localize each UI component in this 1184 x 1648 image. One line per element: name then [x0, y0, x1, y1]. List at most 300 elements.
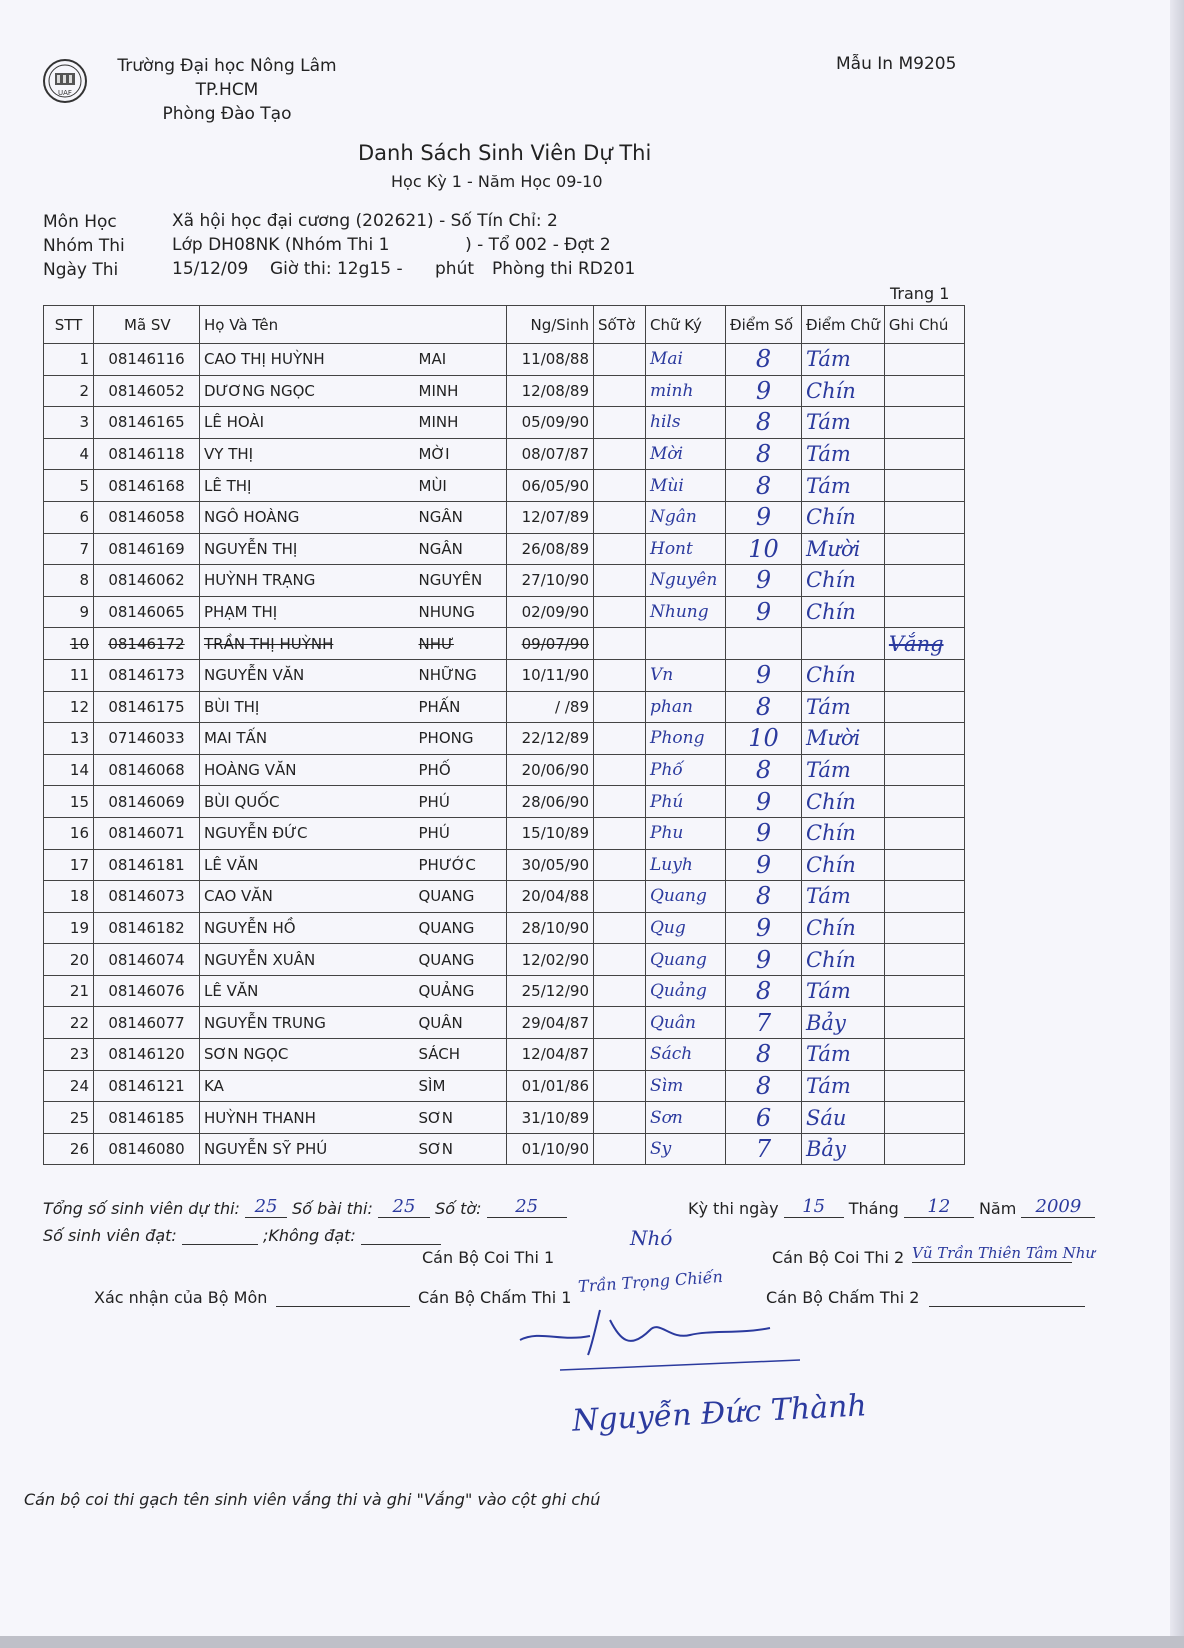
row-student-id: 08146172	[94, 628, 200, 660]
row-surname: NGÔ HOÀNG	[200, 501, 415, 533]
row-signature: Sìm	[646, 1070, 726, 1102]
row-given-name: SƠN	[415, 1102, 507, 1134]
row-given-name: NGÂN	[415, 501, 507, 533]
university-header	[112, 54, 342, 126]
row-score: 9	[726, 944, 802, 976]
row-dob: 01/01/86	[507, 1070, 594, 1102]
row-surname: CAO VĂN	[200, 881, 415, 913]
proctor1-signature: Nhó	[630, 1226, 673, 1250]
row-score: 8	[726, 754, 802, 786]
row-signature: Phong	[646, 723, 726, 755]
row-sheets	[594, 881, 646, 913]
row-score-words: Tám	[802, 691, 885, 723]
row-given-name: PHỐ	[415, 754, 507, 786]
row-given-name: MAI	[415, 344, 507, 376]
row-score: 7	[726, 1007, 802, 1039]
row-note	[884, 659, 964, 691]
row-surname: HUỲNH THANH	[200, 1102, 415, 1134]
table-row	[44, 375, 965, 407]
row-note	[884, 1039, 964, 1071]
row-score-words: Tám	[802, 1039, 885, 1071]
row-dob: 26/08/89	[507, 533, 594, 565]
row-given-name: NGUYÊN	[415, 565, 507, 597]
row-score: 8	[726, 1070, 802, 1102]
papers-value: 25	[378, 1196, 430, 1218]
row-score-words: Tám	[802, 754, 885, 786]
row-dob: 06/05/90	[507, 470, 594, 502]
row-score: 10	[726, 533, 802, 565]
row-score-words: Tám	[802, 1070, 885, 1102]
row-surname: NGUYỄN TRUNG	[200, 1007, 415, 1039]
row-score: 9	[726, 596, 802, 628]
row-surname: TRẦN THỊ HUỲNH	[200, 628, 415, 660]
row-note	[884, 817, 964, 849]
row-surname: HOÀNG VĂN	[200, 754, 415, 786]
row-signature: minh	[646, 375, 726, 407]
row-dob: 28/06/90	[507, 786, 594, 818]
row-score-words: Chín	[802, 501, 885, 533]
row-stt: 6	[44, 501, 94, 533]
row-score-words: Tám	[802, 975, 885, 1007]
table-row	[44, 565, 965, 597]
row-sheets	[594, 754, 646, 786]
row-stt: 20	[44, 944, 94, 976]
row-given-name: MÙI	[415, 470, 507, 502]
row-dob: 20/04/88	[507, 881, 594, 913]
row-given-name: PHẤN	[415, 691, 507, 723]
row-sheets	[594, 944, 646, 976]
row-note: Vắng	[884, 628, 964, 660]
row-stt: 7	[44, 533, 94, 565]
row-given-name: MINH	[415, 375, 507, 407]
row-score: 8	[726, 881, 802, 913]
row-surname: MAI TẤN	[200, 723, 415, 755]
row-score: 9	[726, 565, 802, 597]
table-row	[44, 1102, 965, 1134]
row-score-words: Bảy	[802, 1007, 885, 1039]
row-stt: 10	[44, 628, 94, 660]
table-row	[44, 1039, 965, 1071]
row-signature: Phố	[646, 754, 726, 786]
row-signature: Mùi	[646, 470, 726, 502]
handwritten-signature-strokes	[500, 1300, 920, 1470]
row-stt: 17	[44, 849, 94, 881]
row-score: 8	[726, 691, 802, 723]
row-score: 9	[726, 375, 802, 407]
sheets-value: 25	[487, 1196, 567, 1218]
row-sheets	[594, 596, 646, 628]
row-signature: Nhung	[646, 596, 726, 628]
row-given-name: QUANG	[415, 881, 507, 913]
col-header-dob: Ng/Sinh	[507, 306, 594, 344]
row-score: 8	[726, 407, 802, 439]
row-note	[884, 849, 964, 881]
grader2-label: Cán Bộ Chấm Thi 2	[766, 1288, 920, 1307]
row-score: 9	[726, 659, 802, 691]
row-note	[884, 501, 964, 533]
row-surname: NGUYỄN SỸ PHÚ	[200, 1133, 415, 1165]
row-student-id: 07146033	[94, 723, 200, 755]
row-score-words: Sáu	[802, 1102, 885, 1134]
row-signature: hils	[646, 407, 726, 439]
row-given-name: SÌM	[415, 1070, 507, 1102]
row-note	[884, 1102, 964, 1134]
col-header-score-words: Điểm Chữ	[802, 306, 885, 344]
row-dob: 25/12/90	[507, 975, 594, 1007]
row-note	[884, 438, 964, 470]
pass-label: Số sinh viên đạt:	[43, 1226, 177, 1245]
row-stt: 13	[44, 723, 94, 755]
row-surname: HUỲNH TRẠNG	[200, 565, 415, 597]
row-sheets	[594, 1133, 646, 1165]
row-note	[884, 754, 964, 786]
row-student-id: 08146062	[94, 565, 200, 597]
row-score-words: Tám	[802, 438, 885, 470]
dept-confirm-blank	[276, 1306, 410, 1307]
row-dob: 31/10/89	[507, 1102, 594, 1134]
row-surname: BÙI THỊ	[200, 691, 415, 723]
student-roster-table	[43, 305, 965, 1165]
row-surname: PHẠM THỊ	[200, 596, 415, 628]
table-row	[44, 1133, 965, 1165]
col-header-notes: Ghi Chú	[884, 306, 964, 344]
pass-fail-line	[43, 1226, 441, 1245]
table-row	[44, 596, 965, 628]
row-given-name: NHƯ	[415, 628, 507, 660]
row-score-words: Chín	[802, 849, 885, 881]
row-stt: 3	[44, 407, 94, 439]
row-note	[884, 470, 964, 502]
table-row	[44, 849, 965, 881]
row-stt: 1	[44, 344, 94, 376]
row-sheets	[594, 470, 646, 502]
row-signature: Qug	[646, 912, 726, 944]
col-header-full-name: Họ Và Tên	[200, 306, 507, 344]
scan-edge	[1170, 0, 1184, 1648]
row-student-id: 08146065	[94, 596, 200, 628]
row-score	[726, 628, 802, 660]
row-note	[884, 691, 964, 723]
row-score: 9	[726, 849, 802, 881]
row-stt: 16	[44, 817, 94, 849]
row-sheets	[594, 1007, 646, 1039]
row-stt: 24	[44, 1070, 94, 1102]
room-value: Phòng thi RD201	[492, 259, 636, 279]
row-stt: 2	[44, 375, 94, 407]
pass-blank	[182, 1244, 258, 1245]
row-surname: NGUYỄN HỒ	[200, 912, 415, 944]
row-dob: / /89	[507, 691, 594, 723]
row-given-name: MỜI	[415, 438, 507, 470]
exam-date-line	[688, 1196, 1095, 1218]
row-signature: Quang	[646, 881, 726, 913]
row-given-name: QUÂN	[415, 1007, 507, 1039]
row-surname: NGUYỄN VĂN	[200, 659, 415, 691]
university-logo	[42, 58, 88, 104]
row-given-name: NHUNG	[415, 596, 507, 628]
time-value: Giờ thi: 12g15 - phút	[270, 259, 475, 279]
row-sheets	[594, 849, 646, 881]
row-given-name: PHƯỚC	[415, 849, 507, 881]
row-note	[884, 912, 964, 944]
exam-day-value: 15	[784, 1196, 844, 1218]
row-score-words	[802, 628, 885, 660]
row-score-words: Tám	[802, 881, 885, 913]
row-student-id: 08146120	[94, 1039, 200, 1071]
row-student-id: 08146074	[94, 944, 200, 976]
row-stt: 5	[44, 470, 94, 502]
row-student-id: 08146116	[94, 344, 200, 376]
papers-label: Số bài thi:	[292, 1199, 373, 1218]
exam-month-label: Tháng	[848, 1199, 899, 1218]
row-surname: LÊ VĂN	[200, 975, 415, 1007]
row-score: 6	[726, 1102, 802, 1134]
row-sheets	[594, 1102, 646, 1134]
table-row	[44, 501, 965, 533]
row-score-words: Tám	[802, 470, 885, 502]
row-score: 9	[726, 786, 802, 818]
row-dob: 08/07/87	[507, 438, 594, 470]
row-given-name: SƠN	[415, 1133, 507, 1165]
row-signature: Sách	[646, 1039, 726, 1071]
row-signature: Sơn	[646, 1102, 726, 1134]
row-note	[884, 344, 964, 376]
row-given-name: MINH	[415, 407, 507, 439]
row-student-id: 08146068	[94, 754, 200, 786]
row-score-words: Chín	[802, 944, 885, 976]
row-student-id: 08146173	[94, 659, 200, 691]
row-surname: NGUYỄN THỊ	[200, 533, 415, 565]
exam-month-value: 12	[904, 1196, 974, 1218]
total-students-label: Tổng số sinh viên dự thi:	[43, 1199, 240, 1218]
row-signature: Phú	[646, 786, 726, 818]
row-surname: LÊ THỊ	[200, 470, 415, 502]
row-score: 8	[726, 438, 802, 470]
table-row	[44, 754, 965, 786]
row-student-id: 08146182	[94, 912, 200, 944]
row-note	[884, 407, 964, 439]
row-student-id: 08146069	[94, 786, 200, 818]
row-note	[884, 533, 964, 565]
row-sheets	[594, 565, 646, 597]
table-row	[44, 659, 965, 691]
row-score-words: Chín	[802, 786, 885, 818]
row-score: 9	[726, 817, 802, 849]
row-sheets	[594, 723, 646, 755]
date-label: Ngày Thi	[43, 260, 119, 280]
row-stt: 22	[44, 1007, 94, 1039]
row-surname: NGUYỄN XUÂN	[200, 944, 415, 976]
row-given-name: NGÂN	[415, 533, 507, 565]
row-student-id: 08146169	[94, 533, 200, 565]
row-note	[884, 1133, 964, 1165]
row-stt: 14	[44, 754, 94, 786]
row-given-name: SÁCH	[415, 1039, 507, 1071]
proctor2-label: Cán Bộ Coi Thi 2	[772, 1248, 905, 1267]
table-row	[44, 533, 965, 565]
col-header-score: Điểm Số	[726, 306, 802, 344]
table-row	[44, 944, 965, 976]
row-stt: 15	[44, 786, 94, 818]
row-student-id: 08146058	[94, 501, 200, 533]
row-stt: 21	[44, 975, 94, 1007]
document-title: Danh Sách Sinh Viên Dự Thi	[358, 141, 652, 165]
row-note	[884, 975, 964, 1007]
table-row	[44, 1007, 965, 1039]
row-dob: 29/04/87	[507, 1007, 594, 1039]
scan-bottom-edge	[0, 1636, 1184, 1648]
row-surname: NGUYỄN ĐỨC	[200, 817, 415, 849]
row-score-words: Chín	[802, 565, 885, 597]
row-sheets	[594, 533, 646, 565]
proctor2-signature: Vũ Trần Thiên Tâm Như	[912, 1244, 1096, 1262]
grader1-signature: Trần Trọng Chiến	[577, 1266, 724, 1297]
row-signature: Vn	[646, 659, 726, 691]
row-student-id: 08146165	[94, 407, 200, 439]
row-score-words: Mười	[802, 723, 885, 755]
row-student-id: 08146168	[94, 470, 200, 502]
row-note	[884, 596, 964, 628]
row-surname: LÊ VĂN	[200, 849, 415, 881]
row-score: 8	[726, 470, 802, 502]
row-note	[884, 723, 964, 755]
exam-year-value: 2009	[1021, 1196, 1095, 1218]
row-given-name: PHÚ	[415, 817, 507, 849]
row-sheets	[594, 438, 646, 470]
total-students-value: 25	[245, 1196, 287, 1218]
row-stt: 26	[44, 1133, 94, 1165]
row-given-name: QUANG	[415, 944, 507, 976]
document-subtitle: Học Kỳ 1 - Năm Học 09-10	[391, 172, 603, 191]
form-code: Mẫu In M9205	[836, 54, 957, 74]
university-name: Trường Đại học Nông Lâm	[117, 56, 337, 76]
row-dob: 20/06/90	[507, 754, 594, 786]
row-score: 7	[726, 1133, 802, 1165]
row-surname: LÊ HOÀI	[200, 407, 415, 439]
row-student-id: 08146073	[94, 881, 200, 913]
row-stt: 18	[44, 881, 94, 913]
row-student-id: 08146076	[94, 975, 200, 1007]
row-dob: 01/10/90	[507, 1133, 594, 1165]
row-signature: Nguyên	[646, 565, 726, 597]
row-student-id: 08146080	[94, 1133, 200, 1165]
row-sheets	[594, 375, 646, 407]
row-dob: 12/02/90	[507, 944, 594, 976]
group-value: Lớp DH08NK (Nhóm Thi 1 ) - Tổ 002 - Đợt 2	[172, 235, 611, 255]
exam-date-label: Kỳ thi ngày	[688, 1199, 779, 1218]
row-stt: 11	[44, 659, 94, 691]
row-dob: 12/08/89	[507, 375, 594, 407]
row-stt: 8	[44, 565, 94, 597]
table-row	[44, 975, 965, 1007]
row-score: 9	[726, 912, 802, 944]
row-sheets	[594, 817, 646, 849]
row-note	[884, 1070, 964, 1102]
row-sheets	[594, 1039, 646, 1071]
row-student-id: 08146121	[94, 1070, 200, 1102]
row-sheets	[594, 628, 646, 660]
course-value: Xã hội học đại cương (202621) - Số Tín Chỉ: 2	[172, 211, 558, 231]
row-sheets	[594, 691, 646, 723]
row-score-words: Bảy	[802, 1133, 885, 1165]
row-surname: BÙI QUỐC	[200, 786, 415, 818]
row-signature: Quân	[646, 1007, 726, 1039]
grader1-label: Cán Bộ Chấm Thi 1	[418, 1288, 572, 1307]
row-sheets	[594, 659, 646, 691]
row-sheets	[594, 1070, 646, 1102]
footer-instruction-note: Cán bộ coi thi gạch tên sinh viên vắng thi và ghi "Vắng" vào cột ghi chú	[24, 1490, 601, 1509]
row-note	[884, 565, 964, 597]
row-score: 8	[726, 975, 802, 1007]
row-dob: 30/05/90	[507, 849, 594, 881]
row-dob: 27/10/90	[507, 565, 594, 597]
proctor1-label: Cán Bộ Coi Thi 1	[422, 1248, 555, 1267]
summary-line	[43, 1196, 567, 1218]
row-student-id: 08146185	[94, 1102, 200, 1134]
row-dob: 15/10/89	[507, 817, 594, 849]
row-note	[884, 375, 964, 407]
row-score-words: Chín	[802, 912, 885, 944]
row-dob: 22/12/89	[507, 723, 594, 755]
row-stt: 19	[44, 912, 94, 944]
row-signature: Luyh	[646, 849, 726, 881]
row-score-words: Mười	[802, 533, 885, 565]
row-signature: Hont	[646, 533, 726, 565]
row-stt: 12	[44, 691, 94, 723]
table-row	[44, 628, 965, 660]
row-surname: KA	[200, 1070, 415, 1102]
row-score: 9	[726, 501, 802, 533]
dept-confirm-text: Xác nhận của Bộ Môn	[94, 1288, 268, 1307]
table-row	[44, 723, 965, 755]
row-sheets	[594, 344, 646, 376]
table-row	[44, 407, 965, 439]
table-row	[44, 881, 965, 913]
row-score-words: Chín	[802, 817, 885, 849]
grader2-blank	[929, 1306, 1085, 1307]
sheets-label: Số tờ:	[435, 1199, 482, 1218]
page-number: Trang 1	[890, 284, 950, 303]
row-student-id: 08146077	[94, 1007, 200, 1039]
logo-text: UAF	[58, 89, 72, 97]
row-signature	[646, 628, 726, 660]
row-dob: 12/04/87	[507, 1039, 594, 1071]
row-student-id: 08146175	[94, 691, 200, 723]
col-header-signature: Chữ Ký	[646, 306, 726, 344]
row-stt: 23	[44, 1039, 94, 1071]
row-dob: 12/07/89	[507, 501, 594, 533]
row-dob: 02/09/90	[507, 596, 594, 628]
table-row	[44, 344, 965, 376]
row-signature: Sy	[646, 1133, 726, 1165]
row-signature: Ngân	[646, 501, 726, 533]
row-score-words: Chín	[802, 596, 885, 628]
row-sheets	[594, 912, 646, 944]
row-stt: 25	[44, 1102, 94, 1134]
exam-year-label: Năm	[978, 1199, 1017, 1218]
col-header-stt: STT	[44, 306, 94, 344]
row-given-name: PHONG	[415, 723, 507, 755]
row-signature: Phu	[646, 817, 726, 849]
row-sheets	[594, 786, 646, 818]
row-score-words: Tám	[802, 407, 885, 439]
col-header-student-id: Mã SV	[94, 306, 200, 344]
row-dob: 28/10/90	[507, 912, 594, 944]
row-note	[884, 1007, 964, 1039]
row-student-id: 08146052	[94, 375, 200, 407]
col-header-sheets: SốTờ	[594, 306, 646, 344]
row-student-id: 08146071	[94, 817, 200, 849]
